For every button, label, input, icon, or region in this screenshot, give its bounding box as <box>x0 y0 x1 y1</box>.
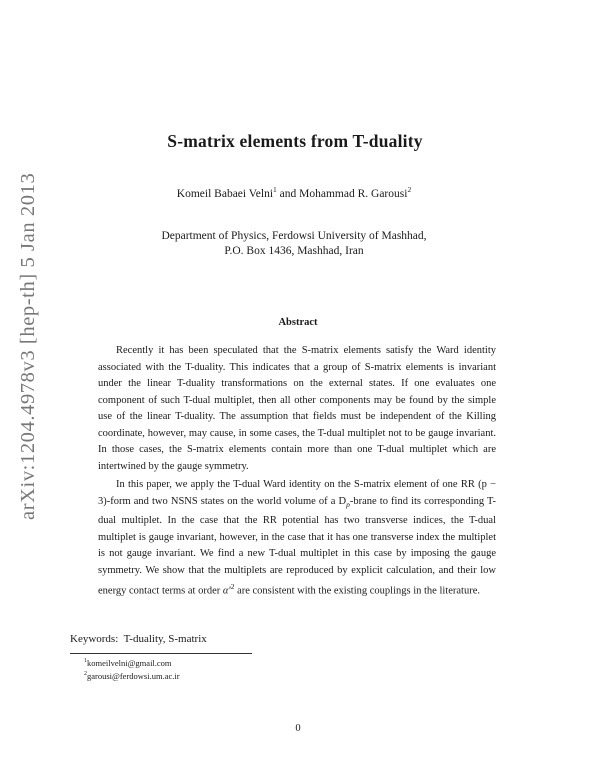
math-symbol: α′ <box>222 585 231 597</box>
subscript: p <box>346 499 350 509</box>
footnotes <box>84 656 180 683</box>
affiliation <box>0 229 588 259</box>
footnote-marker: 2 <box>84 671 87 678</box>
affiliation-line: P.O. Box 1436, Mashhad, Iran <box>224 245 364 257</box>
paper-title: S-matrix elements from T-duality <box>167 131 423 151</box>
footnote-email: garousi@ferdowsi.um.ac.ir <box>87 671 180 682</box>
footnote <box>84 656 180 669</box>
abstract-text: In this paper, we apply the T-dual Ward identity on the S-matrix element of one RR (p − 3)-form and two NSNS states on the world volume of a D <box>98 479 496 507</box>
superscript: 2 <box>230 582 235 592</box>
abstract-text: are consistent with the existing couplings in the literature. <box>234 585 480 597</box>
author-name: Mohammad R. Garousi <box>299 187 408 200</box>
abstract-text: -brane to find its corresponding T-dual multiplet. In the case that the RR potential has two transverse indices, the T-dual multiplet is gauge invariant, however, in the case that it has one transverse index the multiplet is not gauge invariant. We find a new T-dual multiplet in this case by imposing the gauge symmetry. We show that the multiplets are reproduced by explicit calculation, and their low energy contact terms at order <box>98 495 497 597</box>
affiliation-line: Department of Physics, Ferdowsi University of Mashhad, <box>161 230 427 242</box>
abstract-paragraph: Recently it has been speculated that the S-matrix elements satisfy the Ward identity associated with the T-duality. This indicates that a group of S-matrix elements is invariant under the linear T-duality transformations on the external states. If one evaluates one component of such T-dual multiplet, then all other components may be found by the simple use of the linear T-duality. The assumption that fields must be independent of the Killing coordinate, however, may cause, in some cases, the T-dual multiplet not to be gauge invariant. In those cases, the S-matrix elements contain more than one T-dual multiplet which are intertwined by the gauge symmetry. <box>98 345 496 472</box>
arxiv-identifier: arXiv:1204.4978v3 [hep-th] 5 Jan 2013 <box>17 172 39 520</box>
author-list <box>0 185 588 200</box>
abstract-body <box>98 343 496 600</box>
abstract-heading: Abstract <box>278 317 318 328</box>
footnote-marker: 1 <box>84 658 87 664</box>
footnote-marker: 2 <box>407 185 412 194</box>
footnote-email: komeilvelni@gmail.com <box>87 657 172 668</box>
footnote-marker: 1 <box>273 185 277 194</box>
author-name: Komeil Babaei Velni <box>176 187 274 200</box>
page-number: 0 <box>295 723 301 734</box>
author-conjunction: and <box>276 187 300 200</box>
keywords: Keywords: T-duality, S-matrix <box>70 633 207 645</box>
footnote <box>84 669 180 682</box>
footnote-rule <box>70 653 252 654</box>
abstract-paragraph <box>98 477 496 600</box>
